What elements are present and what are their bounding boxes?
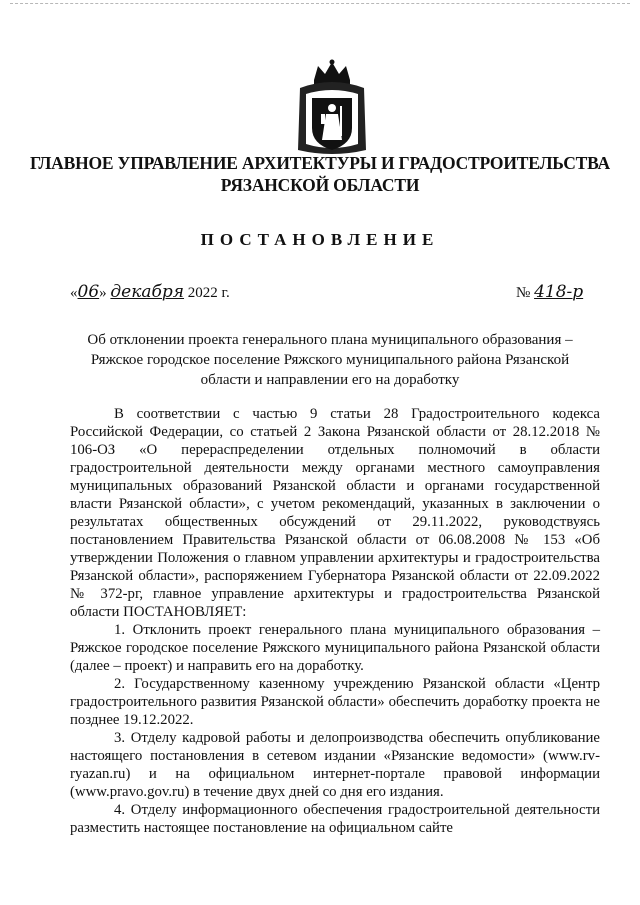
clause-1: 1. Отклонить проект генерального плана муниципального образования – Ряжское городское поселение Ряжского муниципального района Рязанской области (далее – проект) и направить его на доработку.: [70, 622, 600, 674]
document-number: [516, 282, 583, 302]
document-subject: Об отклонении проекта генерального плана муниципального образования – Ряжское городское поселение Ряжского муниципального района Рязанской области и направлении его на доработку: [87, 332, 573, 388]
date-close-quote: »: [99, 285, 107, 301]
scan-top-edge: [10, 3, 630, 4]
authority-line-2: РЯЗАНСКОЙ ОБЛАСТИ: [220, 175, 420, 195]
date-open-quote: «: [70, 285, 78, 301]
authority-line-1: ГЛАВНОЕ УПРАВЛЕНИЕ АРХИТЕКТУРЫ И ГРАДОСТРОИТЕЛЬСТВА: [30, 153, 610, 173]
clause-2: 2. Государственному казенному учреждению Рязанской области «Центр градостроительного развития Рязанской области» обеспечить доработку проекта не позднее 19.12.2022.: [70, 676, 600, 728]
number-prefix: №: [516, 285, 531, 301]
number-value: 418-р: [534, 282, 584, 302]
issuing-authority: [0, 152, 640, 196]
document-body: [70, 405, 600, 837]
date-month: декабря: [110, 282, 185, 302]
clause-4: 4. Отделу информационного обеспечения градостроительной деятельности разместить настоящее постановление на официальном сайте: [70, 802, 600, 836]
document-date: [70, 282, 230, 302]
coat-of-arms-icon: [292, 58, 372, 158]
preamble-paragraph: В соответствии с частью 9 статьи 28 Градостроительного кодекса Российской Федерации, со статьей 2 Закона Рязанской области от 28.12.2018 № 106-ОЗ «О перераспределении отдельных полномочий в области градостроительной деятельности между органами местного самоуправления муниципальных образований Рязанской области и органами государственной власти Рязанской области», с учетом рекомендаций, указанных в заключении о результатах общественных обсуждений от 29.11.2022, руководствуясь постановлением Правительства Рязанской области от 06.08.2008 № 153 «Об утверждении Положения о главном управлении архитектуры и градостроительства Рязанской области», распоряжением Губернатора Рязанской области от 22.09.2022 № 372-рг, главное управление архитектуры и градостроительства Рязанской области ПОСТАНОВЛЯЕТ:: [70, 406, 600, 620]
date-year: 2022 г.: [187, 285, 230, 301]
clause-3: 3. Отделу кадровой работы и делопроизводства обеспечить опубликование настоящего постановления в сетевом издании «Рязанские ведомости» (www.rv-ryazan.ru) и на официальном интернет-портале правовой информации (www.pravo.gov.ru) в течение двух дней со дня его издания.: [70, 730, 600, 800]
document-type: ПОСТАНОВЛЕНИЕ: [200, 230, 440, 249]
date-day: 06: [77, 282, 100, 302]
